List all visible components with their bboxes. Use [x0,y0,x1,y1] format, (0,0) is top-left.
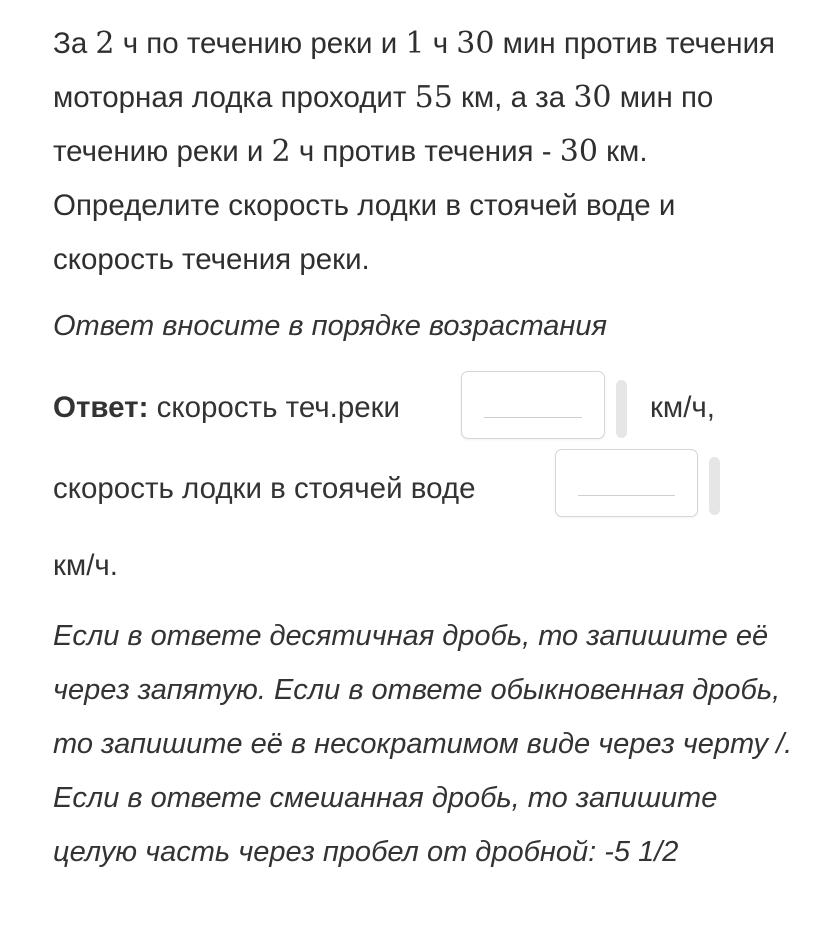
problem-text: ч по течению реки и [114,27,406,60]
boat-speed-resize-handle[interactable] [709,457,720,515]
river-speed-input[interactable] [461,371,605,439]
answer-row [53,367,813,447]
problem-text: км, а за [452,81,574,114]
format-hint: Если в ответе десятичная дробь, то запишите её через запятую. Если в ответе обыкновенная дробь, то запишите её в несократимом виде через черту /. Если в ответе смешанная дробь, то запишите целую часть через пробел от дробной: -5 1/2 [53,620,793,868]
problem-text: ч [424,27,457,60]
input-underline [578,495,675,496]
problem-number: 55 [414,80,453,115]
problem-number: 30 [573,80,612,115]
answer-text [53,391,400,425]
problem-text: ч против течения - [290,135,560,168]
problem-text: мин против течения моторная лодка проходит [53,27,776,114]
problem-text: км. Определите скорость лодки в стоячей воде и скорость течения реки. [53,135,676,276]
answer-label: Ответ: [53,391,149,424]
problem-number: 2 [95,26,115,61]
river-speed-label: скорость теч.реки [148,391,401,424]
problem-number: 30 [456,26,495,61]
boat-speed-label: скорость лодки в стоячей воде [53,472,476,505]
boat-speed-unit: км/ч. [53,549,118,582]
problem-text: За [53,27,96,60]
problem-statement [53,17,803,287]
river-speed-resize-handle[interactable] [616,380,627,438]
problem-number: 1 [405,26,425,61]
problem-number: 30 [559,134,598,169]
order-instruction: Ответ вносите в порядке возрастания [53,310,607,342]
task-container [53,17,803,868]
problem-text: мин по течению реки и [53,81,714,168]
boat-speed-input[interactable] [555,449,698,517]
input-underline [484,417,582,418]
problem-number: 2 [271,134,291,169]
river-speed-unit: км/ч, [650,391,715,424]
